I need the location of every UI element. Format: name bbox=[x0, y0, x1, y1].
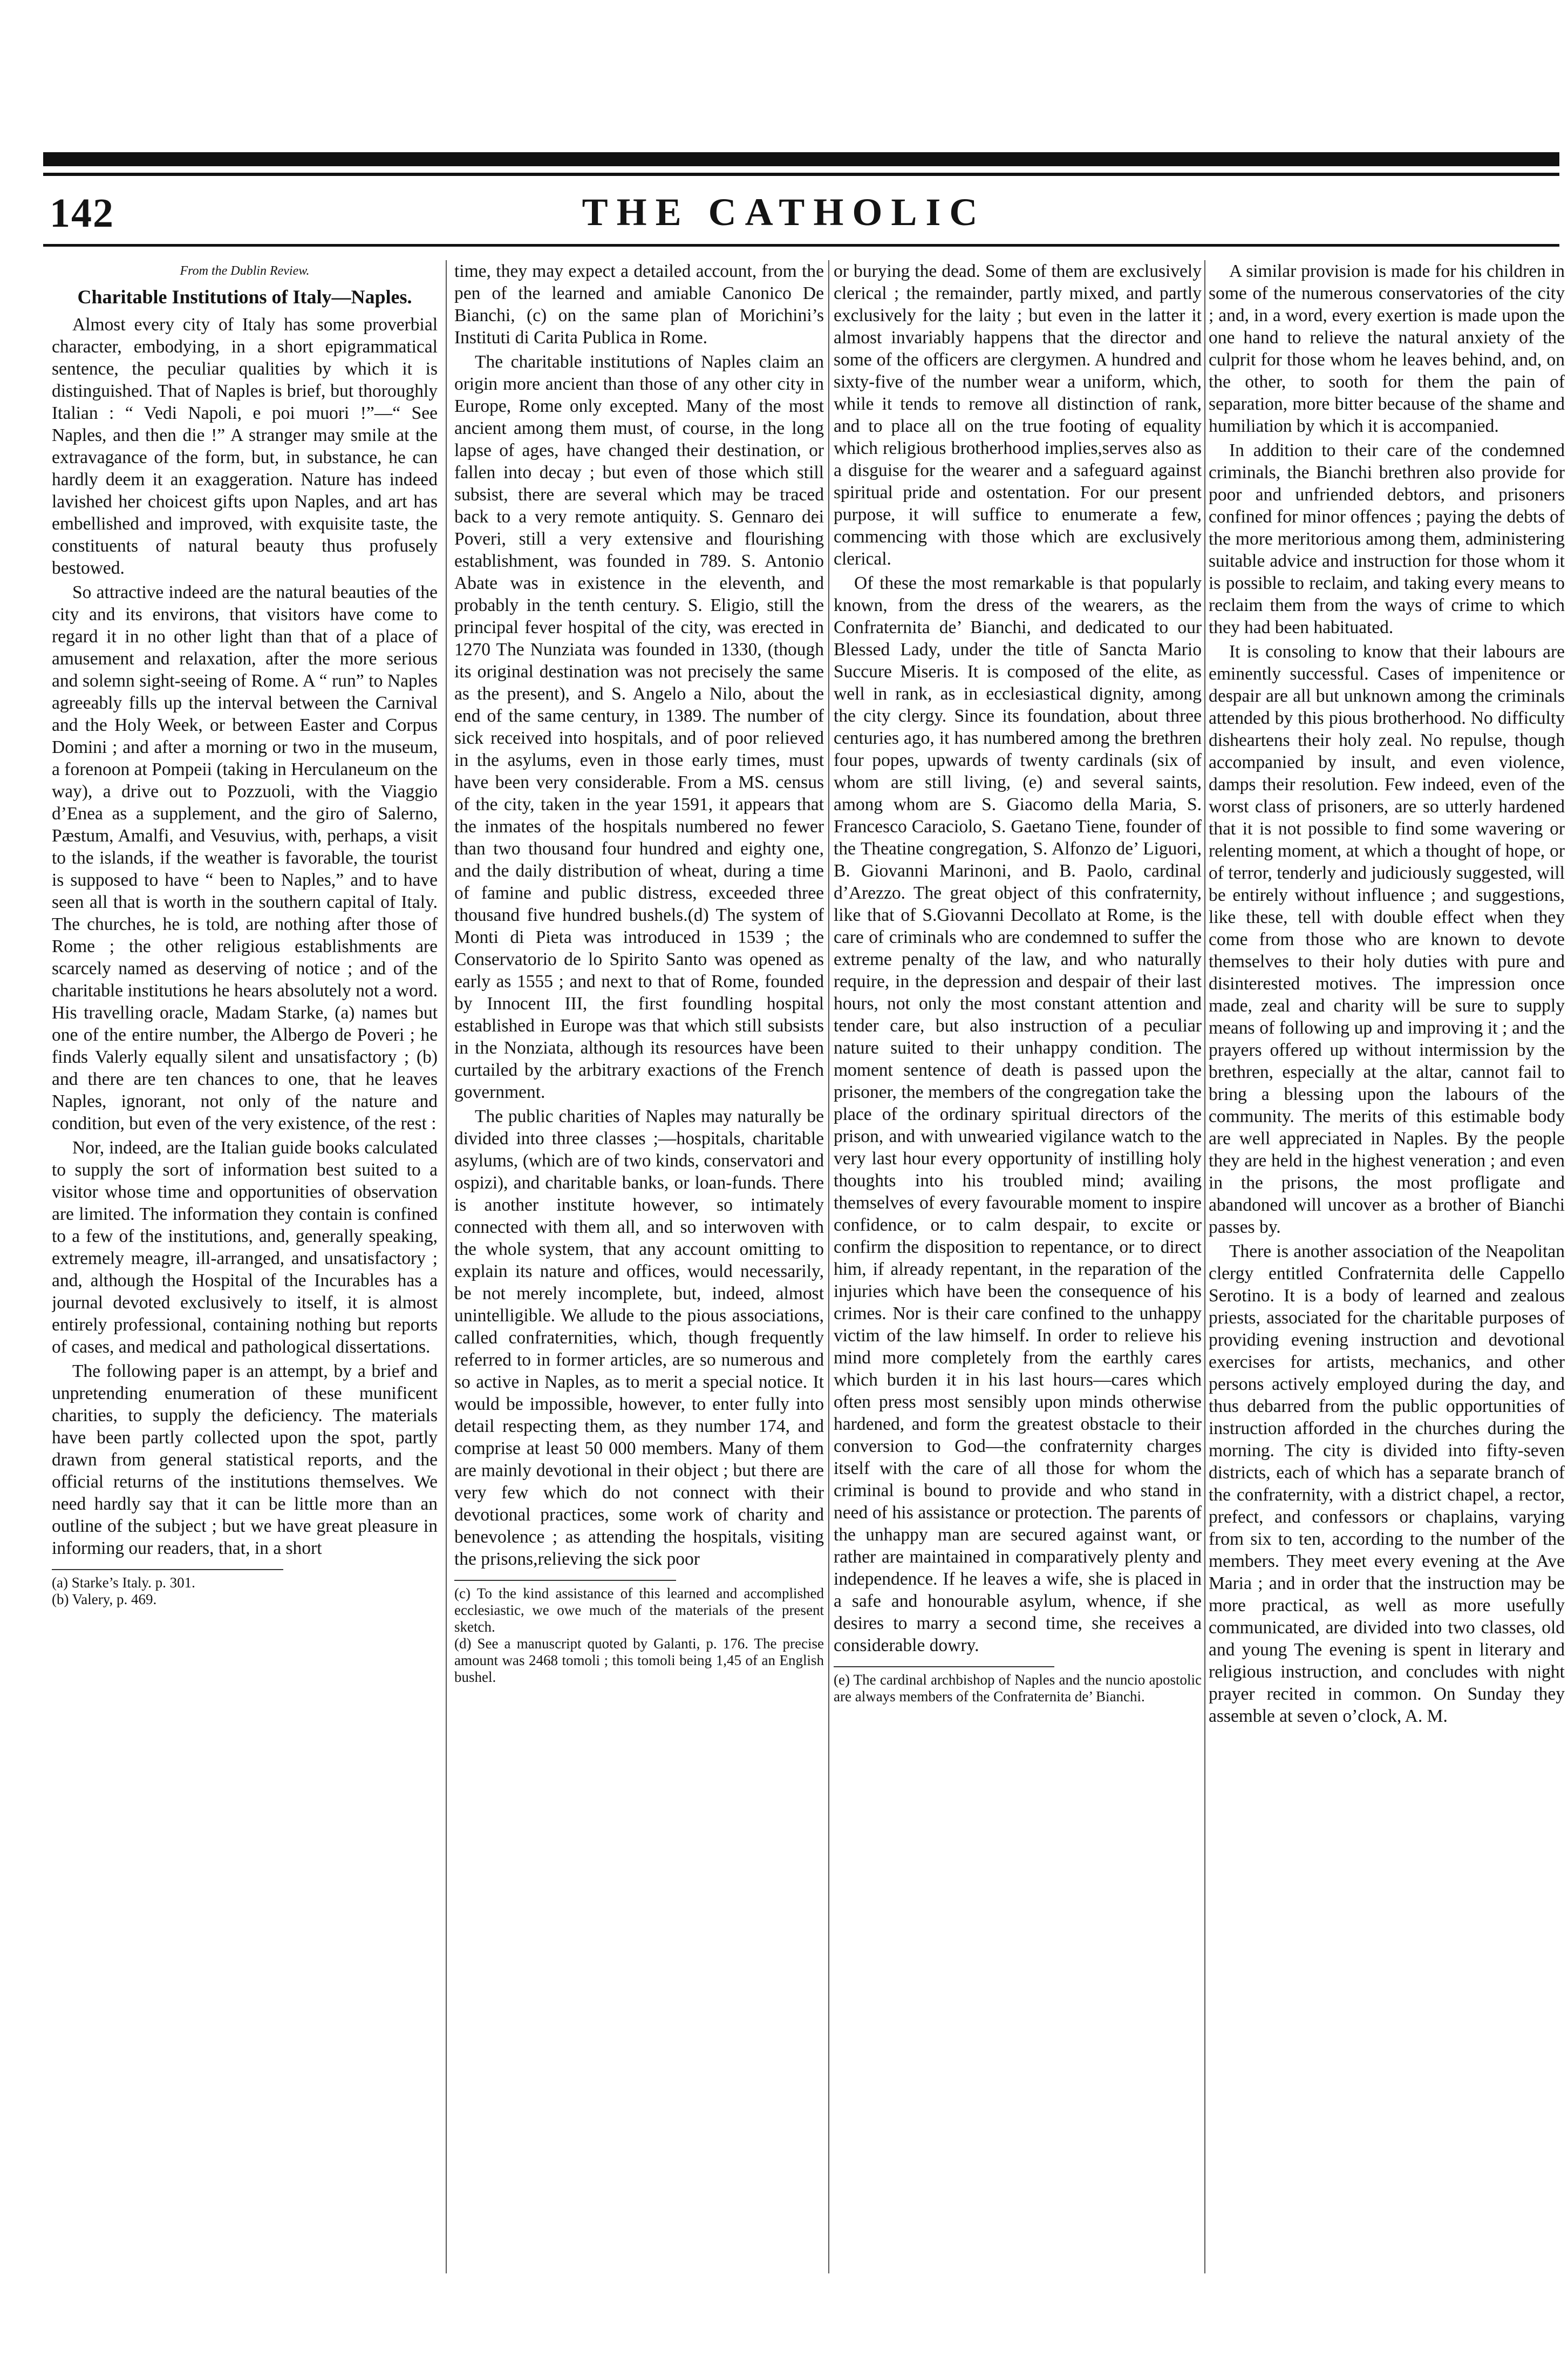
column-3 bbox=[834, 260, 1202, 2273]
paragraph: Of these the most remarkable is that popularly known, from the dress of the wearers, as the Confraternita de’ Bianchi, and dedicated to our Blessed Lady, under the title of Sancta Mario Succure Miseris. It is composed of the elite, as well in rank, as in ecclesiastical dignity, among the city clergy. Since its foundation, about three centuries ago, it has numbered among the brethren four popes, upwards of twenty cardinals (six of whom are still living, (e) and several saints, among whom are S. Giacomo della Maria, S. Francesco Caraciolo, S. Gaetano Tiene, founder of the Theatine congregation, S. Alfonzo de’ Liguori, B. Giovanni Marinoni, and B. Paolo, cardinal d’Arezzo. The great object of this confraternity, like that of S.Giovanni Decollato at Rome, is the care of criminals who are condemned to suffer the extreme penalty of the law, and who naturally require, in the depression and despair of their last hours, not only the most constant attention and tender care, but also instruction of a peculiar nature suited to their unhappy condition. The moment sentence of death is passed upon the prisoner, the members of the congregation take the place of the ordinary spiritual directors of the prison, and with unwearied vigilance watch to the very last hour every opportunity of instilling holy thoughts into his troubled mind; availing themselves of every favourable moment to inspire confidence, or to calm despair, to excite or confirm the disposition to repentance, or to direct him, if already repentant, in the reparation of the injuries which have been the consequence of his crimes. Nor is their care confined to the unhappy victim of the law himself. In order to relieve his mind more completely from the earthly cares which burden it in his last hours—cares which often press most sensibly upon minds otherwise hardened, and form the greatest obstacle to their conversion to God—the confraternity charges itself with the care of all those for whom the criminal is bound to provide and who stand in need of his assistance or protection. The parents of the unhappy man are secured against want, or rather are maintained in comparatively plenty and independence. If he leaves a wife, she is placed in a safe and honourable asylum, whence, if she desires to marry a second time, she receives a considerable dowry. bbox=[834, 573, 1202, 1655]
column-1 bbox=[52, 260, 438, 2273]
paragraph: A similar provision is made for his children in some of the numerous conservatories of the city ; and, in a word, every exertion is made upon the one hand to relieve the natural anxiety of the culprit for those whom he leaves behind, and, on the other, to sooth for them the pain of separation, more bitter because of the shame and humiliation by which it is accompanied. bbox=[1209, 261, 1565, 436]
footnote-rule bbox=[52, 1569, 283, 1570]
footnote-rule bbox=[834, 1666, 1054, 1667]
paragraph: Almost every city of Italy has some proverbial character, embodying, in a short epigrammatical sentence, the peculiar qualities by which it is distinguished. That of Naples is brief, but thoroughly Italian : “ Vedi Napoli, e poi muori !”—“ See Naples, and then die !” A stranger may smile at the extravagance of the form, but, in substance, he can hardly deem it an exaggeration. Nature has indeed lavished her choicest gifts upon Naples, and art has embellished and improved, with exquisite taste, the constituents of natural beauty thus profusely bestowed. bbox=[52, 315, 438, 578]
paragraph: In addition to their care of the condemned criminals, the Bianchi brethren also provide for poor and unfriended debtors, and prisoners confined for minor offences ; paying the debts of the more meritorious among them, administering suitable advice and instruction for those whom it is possible to reclaim, and taking every means to reclaim them from the ways of crime to which they had been habituated. bbox=[1209, 440, 1565, 637]
column-2 bbox=[454, 260, 824, 2273]
footnote: (d) See a manuscript quoted by Galanti, p. 176. The precise amount was 2468 tomoli ; this tomoli being 1,45 of an English bushel. bbox=[454, 1635, 824, 1685]
paragraph: It is consoling to know that their labours are eminently successful. Cases of impenitence or despair are all but unknown among the criminals attended by this pious brotherhood. No difficulty disheartens their holy zeal. No repulse, though accompanied by insult, and even violence, damps their resolution. Few indeed, even of the worst class of prisoners, are so utterly hardened that it is not possible to find some wavering or relenting moment, at which a thought of hope, or of terror, tenderly and judiciously suggested, will be entirely without influence ; and suggestions, like these, tell with double effect when they come from those who are known to devote themselves to their holy duties with pure and disinterested motives. The impression once made, zeal and charity will be sure to supply means of following up and improving it ; and the prayers offered up without intermission by the brethren, especially at the altar, cannot fail to bring a blessing upon the labours of the community. The merits of this estimable body are well appreciated in Naples. By the people they are held in the highest veneration ; and even in the prisons, the most profligate and abandoned will uncover as a brother of Bianchi passes by. bbox=[1209, 642, 1565, 1237]
paragraph: There is another association of the Neapolitan clergy entitled Confraternita delle Cappello Serotino. It is a body of learned and zealous priests, associated for the charitable purposes of providing evening instruction and devotional exercises for artists, mechanics, and other persons actively employed during the day, and thus debarred from the public opportunities of instruction afforded in the churches during the morning. The city is divided into fifty-seven districts, each of which has a separate branch of the confraternity, with a district chapel, a rector, prefect, and confessors or chaplains, varying from six to ten, according to the number of the members. They meet every evening at the Ave Maria ; and in order that the instruction may be more practical, as well as more usefully communicated, are divided into two classes, old and young The evening is spent in literary and religious instruction, and concludes with night prayer recited in common. On Sunday they assemble at seven o’clock, A. M. bbox=[1209, 1241, 1565, 1726]
column-divider bbox=[1204, 260, 1205, 2273]
footnote-rule bbox=[454, 1580, 676, 1581]
paragraph: The following paper is an attempt, by a brief and unpretending enumeration of these munificent charities, to supply the deficiency. The materials have been partly collected upon the spot, partly drawn from general statistical reports, and the official returns of the institutions themselves. We need hardly say that it can be little more than an outline of the subject ; but we have great pleasure in informing our readers, that, in a short bbox=[52, 1361, 438, 1558]
paragraph: Nor, indeed, are the Italian guide books calculated to supply the sort of information best suited to a visitor whose time and opportunities of observation are limited. The information they contain is confined to a few of the institutions, and, generally speaking, extremely meagre, ill-arranged, and unsatisfactory ; and, although the Hospital of the Incurables has a journal devoted exclusively to itself, it is almost entirely professional, containing nothing but reports of cases, and medical and pathological dissertations. bbox=[52, 1138, 438, 1357]
masthead-title: THE CATHOLIC bbox=[582, 191, 986, 234]
masthead-rule bbox=[43, 244, 1559, 247]
footnote: (b) Valery, p. 469. bbox=[52, 1591, 157, 1607]
article-source: From the Dublin Review. bbox=[180, 264, 310, 278]
paragraph: The charitable institutions of Naples claim an origin more ancient than those of any other city in Europe, Rome only excepted. Many of the most ancient among them must, of course, in the long lapse of ages, have changed their destination, or fallen into decay ; but even of those which still subsist, there are several which may be traced back to a very remote antiquity. S. Gennaro dei Poveri, still a very extensive and flourishing establishment, was founded in 789. S. Antonio Abate was in existence in the eleventh, and probably in the tenth century. S. Eligio, still the principal fever hospital of the city, was erected in 1270 The Nunziata was founded in 1330, (though its original destination was not precisely the same as the present), and S. Angelo a Nilo, about the end of the same century, in 1389. The number of sick received into hospitals, and of poor relieved in the asylums, even in those early times, must have been very considerable. From a MS. census of the city, taken in the year 1591, it appears that the inmates of the hospitals numbered no fewer than two thousand four hundred and eighty one, and the daily distribution of wheat, during a time of famine and public distress, exceeded three thousand five hundred bushels.(d) The system of Monti di Pieta was introduced in 1539 ; the Conservatorio de lo Spirito Santo was opened as early as 1555 ; and next to that of Rome, founded by Innocent III, the first foundling hospital established in Europe was that which still subsists in the Nonziata, although its resources have been curtailed by the arbitrary exactions of the French government. bbox=[454, 352, 824, 1102]
header-rule-thin bbox=[43, 173, 1559, 176]
footnote: (e) The cardinal archbishop of Naples and the nuncio apostolic are always members of the Confraternita de’ Bianchi. bbox=[834, 1672, 1202, 1705]
column-divider bbox=[828, 260, 829, 2273]
article-title: Charitable Institutions of Italy—Naples. bbox=[77, 286, 412, 308]
page-number: 142 bbox=[50, 191, 114, 236]
paragraph: The public charities of Naples may naturally be divided into three classes ;—hospitals, charitable asylums, (which are of two kinds, conservatori and ospizi), and charitable banks, or loan-funds. There is another institute however, so intimately connected with them all, and so interwoven with the whole system, that any account omitting to explain its nature and offices, would necessarily, be not merely incomplete, but, indeed, almost unintelligible. We allude to the pious associations, called confraternities, which, though frequently referred to in former articles, are so numerous and so active in Naples, as to merit a special notice. It would be impossible, however, to enter fully into detail respecting them, as they number 174, and comprise at least 50 000 members. Many of them are mainly devotional in their object ; but there are very few which do not connect with their devotional practices, some work of charity and benevolence ; as attending the hospitals, visiting the prisons,relieving the sick poor bbox=[454, 1106, 824, 1569]
column-4 bbox=[1209, 260, 1565, 2273]
paragraph: So attractive indeed are the natural beauties of the city and its environs, that visitors have come to regard it in no other light than that of a place of amusement and relaxation, after the more serious and solemn sight-seeing of Rome. A “ run” to Naples agreeably fills up the interval between the Carnival and the Holy Week, or between Easter and Corpus Domini ; and after a morning or two in the museum, a forenoon at Pompeii (taking in Herculaneum on the way), a drive out to Pozzuoli, with the Viaggio d’Enea as a supplement, and the giro of Salerno, Pæstum, Amalfi, and Vesuvius, with, perhaps, a visit to the islands, if the weather is favorable, the tourist is supposed to have “ been to Naples,” and to have seen all that is worth in the southern capital of Italy. The churches, he is told, are nothing after those of Rome ; the other religious establishments are scarcely named as deserving of notice ; and of the charitable institutions he hears absolutely not a word. His travelling oracle, Madam Starke, (a) names but one of the entire number, the Albergo de Poveri ; he finds Valerly equally silent and unsatisfactory ; (b) and there are ten chances to one, that he leaves Naples, ignorant, not only of the nature and condition, but even of the very existence, of the rest : bbox=[52, 582, 438, 1133]
column-divider bbox=[446, 260, 447, 2273]
footnote: (c) To the kind assistance of this learned and accomplished ecclesiastic, we owe much of the materials of the present sketch. bbox=[454, 1585, 824, 1635]
footnote: (a) Starke’s Italy. p. 301. bbox=[52, 1574, 195, 1591]
header-rule-thick bbox=[43, 152, 1559, 166]
paragraph: or burying the dead. Some of them are exclusively clerical ; the remainder, partly mixed, and partly exclusively for the laity ; but even in the latter it almost invariably happens that the director and some of the officers are clergymen. A hundred and sixty-five of the number wear a uniform, which, while it tends to remove all distinction of rank, and to place all on the true footing of equality which religious brotherhood implies,serves also as a disguise for the wearer and a safeguard against spiritual pride and ostentation. For our present purpose, it will suffice to enumerate a few, commencing with those which are exclusively clerical. bbox=[834, 261, 1202, 569]
paragraph: time, they may expect a detailed account, from the pen of the learned and amiable Canonico De Bianchi, (c) on the same plan of Morichini’s Instituti di Carita Publica in Rome. bbox=[454, 261, 824, 348]
